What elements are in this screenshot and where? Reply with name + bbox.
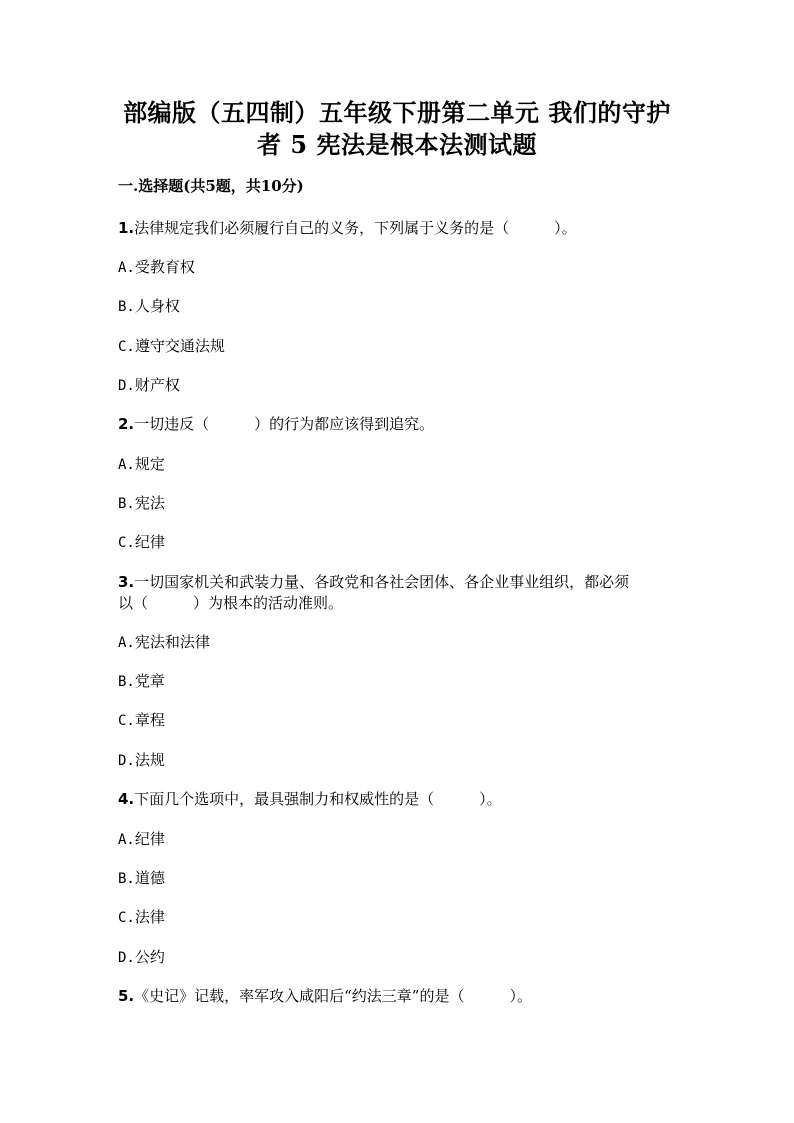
option-1b: [118, 295, 180, 318]
question-number: 2.: [118, 415, 135, 433]
question-3-continued: [118, 592, 343, 614]
option-1d: [118, 374, 180, 397]
option-text: 纪律: [134, 533, 165, 551]
option-text: 宪法和法律: [134, 633, 210, 651]
option-4b: [118, 867, 165, 890]
option-text: 人身权: [134, 297, 180, 315]
option-text: 受教育权: [134, 258, 195, 276]
question-text: 法律规定我们必须履行自己的义务，下列属于义务的是（ ）。: [134, 219, 577, 237]
option-4d: [118, 946, 165, 969]
option-text: 财产权: [134, 376, 180, 394]
option-text: 法规: [134, 751, 165, 769]
question-1: [118, 217, 577, 239]
option-label: A.: [118, 832, 135, 848]
option-1c: [118, 335, 225, 358]
question-text: 一切违反（ ）的行为都应该得到追究。: [134, 415, 435, 433]
option-label: C.: [118, 910, 135, 926]
option-label: D.: [118, 950, 135, 966]
option-text: 章程: [134, 711, 165, 729]
option-label: D.: [118, 378, 135, 394]
option-label: B.: [118, 674, 135, 690]
option-label: A.: [118, 635, 135, 651]
question-2: [118, 413, 434, 435]
option-3d: [118, 749, 165, 772]
option-text: 宪法: [134, 494, 165, 512]
question-number: 3.: [118, 573, 135, 591]
option-label: B.: [118, 496, 135, 512]
option-label: D.: [118, 753, 135, 769]
option-label: B.: [118, 871, 135, 887]
document-title-line-1: 部编版（五四制）五年级下册第二单元 我们的守护: [123, 98, 671, 127]
question-text-continued: 以（ ）为根本的活动准则。: [118, 594, 344, 612]
question-text: 一切国家机关和武装力量、各政党和各社会团体、各企业事业组织，都必须: [134, 573, 630, 591]
question-number: 5.: [118, 987, 135, 1005]
option-text: 规定: [134, 455, 165, 473]
option-3c: [118, 709, 165, 732]
option-label: C.: [118, 535, 135, 551]
option-label: A.: [118, 260, 135, 276]
option-label: B.: [118, 299, 135, 315]
option-label: C.: [118, 339, 135, 355]
option-4c: [118, 906, 165, 929]
option-2c: [118, 531, 165, 554]
option-4a: [118, 828, 165, 851]
option-label: C.: [118, 713, 135, 729]
question-3: [118, 571, 629, 593]
question-4: [118, 788, 502, 810]
option-label: A.: [118, 457, 135, 473]
question-number: 4.: [118, 790, 135, 808]
option-1a: [118, 256, 195, 279]
option-2a: [118, 453, 165, 476]
question-5: [118, 985, 532, 1007]
option-text: 党章: [134, 672, 165, 690]
option-text: 遵守交通法规: [134, 337, 225, 355]
option-text: 纪律: [134, 830, 165, 848]
option-2b: [118, 492, 165, 515]
option-text: 法律: [134, 908, 165, 926]
question-number: 1.: [118, 219, 135, 237]
section-heading: 一.选择题(共5题，共10分): [118, 177, 304, 195]
option-3a: [118, 631, 210, 654]
question-text: 下面几个选项中，最具强制力和权威性的是（ ）。: [134, 790, 502, 808]
option-text: 道德: [134, 869, 165, 887]
option-text: 公约: [134, 948, 165, 966]
option-3b: [118, 670, 165, 693]
question-text: 《史记》记载，率军攻入咸阳后“约法三章”的是（ ）。: [134, 987, 532, 1005]
document-title-line-2: 者 5 宪法是根本法测试题: [257, 130, 537, 159]
